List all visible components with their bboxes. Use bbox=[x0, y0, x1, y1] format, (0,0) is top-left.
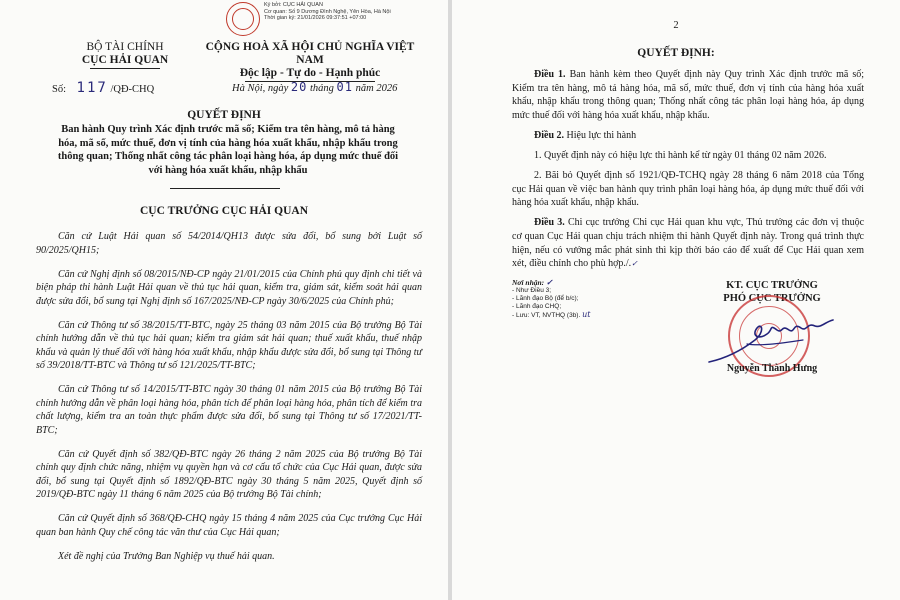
divider bbox=[170, 188, 280, 189]
document-date: Hà Nội, ngày 20 tháng 01 năm 2026 bbox=[232, 80, 398, 94]
divider bbox=[90, 68, 160, 69]
article-3: Điều 3. Chi cục trưởng Chi cục Hải quan khu vực, Thủ trưởng các đơn vị thuộc cơ quan Cục Hải quan chịu trách nhiệm thi hành Quyết định này. Trong quá trình thực hiện, nếu có vướng mắc phát sinh thì kịp thời báo cáo để xuất để Cục Hải quan xem xét, điều chỉnh cho phù hợp./.✓ bbox=[512, 217, 865, 270]
document-number-value: 117 bbox=[76, 80, 108, 96]
handwritten-initial-icon: ✓ bbox=[631, 259, 638, 269]
recipients-label: Nơi nhận: ✓ bbox=[512, 277, 553, 287]
legal-basis-item: Căn cứ Nghị định số 08/2015/NĐ-CP ngày 21/01/2015 của Chính phủ quy định chi tiết và biện pháp thi hành Luật Hải quan về thủ tục hải quan, kiểm tra, giám sát, kiểm soát hải quan được sửa đổi, bổ sung tại Nghị định số 167/2025/NĐ-CP ngày 30/6/2025 của Chính phủ; bbox=[36, 268, 422, 307]
handwritten-signature-icon bbox=[707, 300, 847, 370]
national-motto: Độc lập - Tự do - Hạnh phúc bbox=[239, 67, 381, 79]
article-1: Điều 1. Ban hành kèm theo Quyết định này Quy trình Xác định trước mã số; Kiểm tra tên hàng, mô tả hàng hóa, mã số, mức thuế, đơn vị tính của hàng hóa xuất khẩu, nhập khẩu trong thông quan; Thống nhất công tác phân loại hàng hóa, áp dụng mức thuế đối với hàng hóa xuất khẩu, nhập khẩu. bbox=[512, 69, 865, 121]
article-2-item-2: 2. Bãi bỏ Quyết định số 1921/QĐ-TCHQ ngày 28 tháng 6 năm 2018 của Tổng cục Hải quan về việc ban hành quy trình phân loại hàng hóa, áp dụng mức thuế đối với hàng hóa xuất khẩu, nhập khẩu. bbox=[512, 170, 864, 209]
recipient-item: - Lãnh đạo Bộ (để b/c); bbox=[512, 295, 579, 302]
legal-basis-item: Căn cứ Luật Hải quan số 54/2014/QH13 được sửa đổi, bổ sung bởi Luật số 90/2025/QH15; bbox=[36, 231, 422, 256]
article-2: Điều 2. Hiệu lực thi hành bbox=[534, 129, 637, 141]
signatory-line-2: PHÓ CỤC TRƯỞNG bbox=[723, 292, 821, 304]
ministry-name: BỘ TÀI CHÍNH bbox=[86, 41, 164, 53]
legal-basis-item: Căn cứ Thông tư số 14/2015/TT-BTC ngày 30 tháng 01 năm 2015 của Bộ trưởng Bộ Tài chính hướng dẫn về phân loại hàng hóa, phân tích để phân loại hàng hóa, phân tích để kiểm tra chất lượng, kiểm tra an toàn thực phẩm được sửa đổi, bổ sung tại Thông tư số 17/2021/TT-BTC; bbox=[36, 384, 422, 436]
signer-name: Nguyễn Thành Hưng bbox=[726, 363, 818, 374]
page-number: 2 bbox=[673, 20, 679, 31]
digital-signature-info bbox=[264, 2, 391, 22]
document-page-1 bbox=[0, 0, 448, 600]
date-month: 01 bbox=[336, 80, 353, 94]
decision-articles bbox=[512, 68, 864, 277]
legal-basis bbox=[36, 230, 422, 574]
recipients bbox=[512, 278, 590, 320]
legal-basis-item: Căn cứ Quyết định số 382/QĐ-BTC ngày 26 tháng 2 năm 2025 của Bộ trưởng Bộ Tài chính quy định chức năng, nhiệm vụ quyền hạn và cơ cấu tổ chức của Cục Hải quan, được sửa đổi, bổ sung tại Quyết định số 1892/QĐ-BTC ngày 30 tháng 5 năm 2025, Quyết định số 2019/QĐ-BTC ngày 11 tháng 6 năm 2025 của Bộ trưởng Bộ Tài chính; bbox=[36, 448, 422, 500]
signature-time: Thời gian ký: 21/01/2026 09:37:51 +07:00 bbox=[264, 15, 367, 21]
document-page-2 bbox=[452, 0, 900, 600]
national-header bbox=[195, 41, 425, 82]
legal-basis-item: Xét đề nghị của Trưởng Ban Nghiệp vụ thuế hải quan. bbox=[58, 550, 275, 562]
signatory-line-1: KT. CỤC TRƯỞNG bbox=[726, 280, 818, 291]
document-number: Số: 117 /QĐ-CHQ bbox=[52, 80, 155, 96]
department-name: CỤC HẢI QUAN bbox=[81, 54, 169, 66]
signature-agency: Cơ quan: Số 9 Dương Đình Nghệ, Yên Hòa, Hà Nội bbox=[264, 8, 391, 15]
issuing-authority: CỤC TRƯỞNG CỤC HẢI QUAN bbox=[139, 205, 309, 217]
digital-signature-seal-icon bbox=[226, 2, 260, 36]
handwritten-initial-icon: ✓ bbox=[546, 277, 553, 287]
decision-subject: Ban hành Quy trình Xác định trước mã số; Kiểm tra tên hàng, mô tả hàng hóa, mã số, mức thuế, đơn vị tính của hàng hóa xuất khẩu, nhập khẩu trong thông quan; Thống nhất công tác phân loại hàng hóa, áp dụng mức thuế đối với hàng hóa xuất khẩu, nhập khẩu bbox=[57, 124, 399, 176]
issuing-organization bbox=[50, 41, 200, 69]
decision-heading: QUYẾT ĐỊNH: bbox=[637, 47, 715, 59]
article-2-item-1: 1. Quyết định này có hiệu lực thi hành kể từ ngày 01 tháng 02 năm 2026. bbox=[534, 149, 827, 161]
handwritten-initial-icon: ut bbox=[582, 310, 591, 319]
decision-title: QUYẾT ĐỊNH bbox=[187, 109, 261, 121]
recipient-item: - Như Điều 3; bbox=[512, 287, 552, 294]
signature-signer: Ký bởi: CỤC HẢI QUAN bbox=[264, 2, 323, 8]
legal-basis-item: Căn cứ Quyết định số 368/QĐ-CHQ ngày 15 tháng 4 năm 2025 của Cục trưởng Cục Hải quan ban hành Quy chế công tác văn thư của Cục Hải quan; bbox=[36, 513, 422, 538]
legal-basis-item: Căn cứ Thông tư số 38/2015/TT-BTC, ngày 25 tháng 03 năm 2015 của Bộ trưởng Bộ Tài chính hướng dẫn về thủ tục hải quan; kiểm tra giám sát hải quan; thuế xuất khẩu, thuế nhập khẩu và quản lý thuế đối với hàng hóa xuất khẩu, nhập khẩu được sửa đổi, bổ sung tại Thông tư số 39/2018/TT-BTC và Thông tư số 121/2025/TT-BTC; bbox=[36, 319, 422, 371]
recipient-item: - Lưu: VT, NVTHQ (3b). ut bbox=[512, 310, 591, 319]
nation-name: CỘNG HOÀ XÃ HỘI CHỦ NGHĨA VIỆT NAM bbox=[205, 41, 415, 66]
date-day: 20 bbox=[290, 80, 308, 94]
recipient-item: - Lãnh đạo CHQ; bbox=[512, 303, 562, 310]
